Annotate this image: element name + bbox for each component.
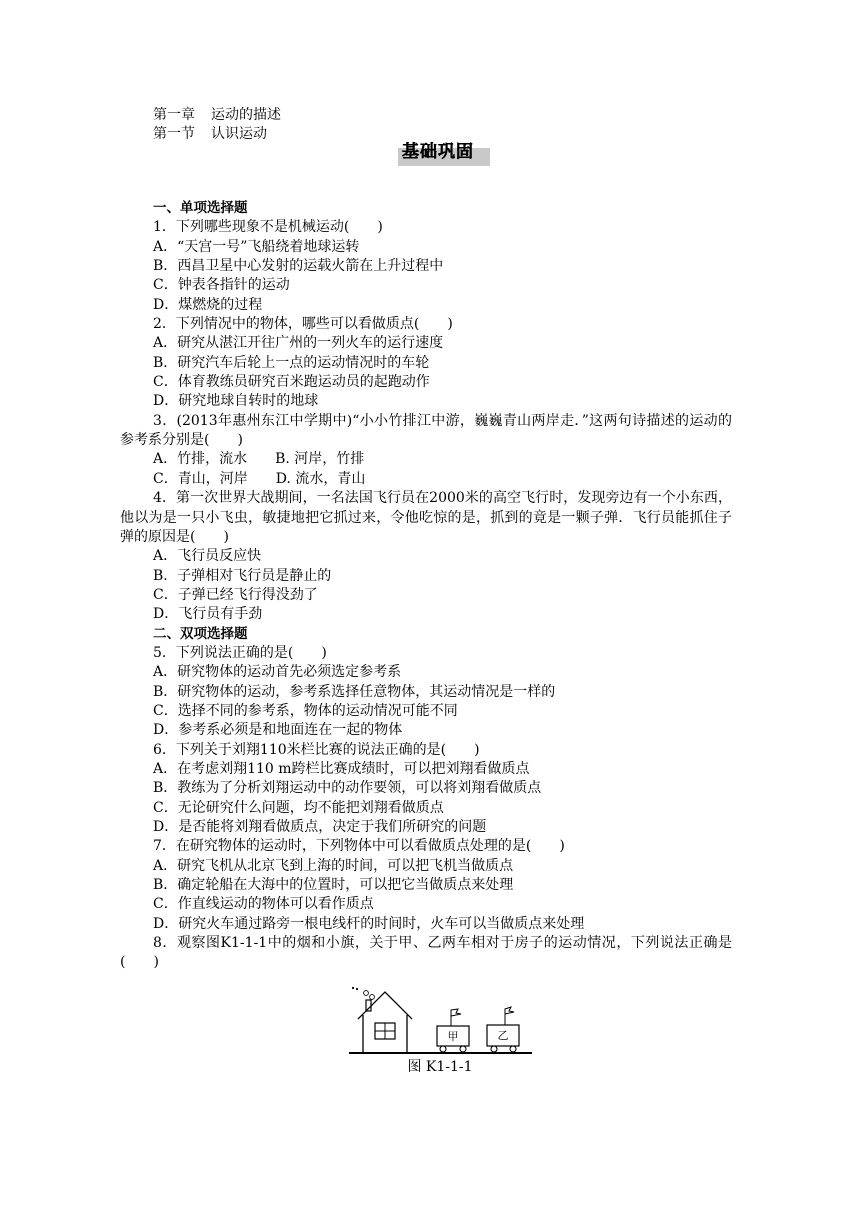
- question-5-option-a: A．研究物体的运动首先必须选定参考系: [153, 664, 402, 681]
- question-6-stem: 6．下列关于刘翔110米栏比赛的说法正确的是( ): [153, 741, 480, 758]
- question-5-stem: 5．下列说法正确的是( ): [153, 644, 327, 661]
- question-7-option-b: B．确定轮船在大海中的位置时，可以把它当做质点来处理: [153, 877, 514, 894]
- question-4-option-d: D．飞行员有手劲: [153, 606, 263, 623]
- banner-title: 基础巩固: [402, 142, 474, 162]
- question-2-option-a: A．研究从湛江开往广州的一列火车的运行速度: [153, 335, 444, 352]
- exercise-list: [120, 199, 732, 973]
- chapter-title: 运动的描述: [211, 107, 281, 123]
- section-single-choice: 一、单项选择题: [153, 200, 248, 216]
- question-8-stem: 8．观察图K1-1-1中的烟和小旗，关于甲、乙两车相对于房子的运动情况，下列说法正确是( ): [120, 935, 732, 971]
- figure-caption: 图 K1-1-1: [407, 1059, 473, 1075]
- question-7-option-d: D．研究火车通过路旁一根电线杆的时间时，火车可以当做质点来处理: [153, 915, 585, 932]
- question-2-stem: 2．下列情况中的物体，哪些可以看做质点( ): [153, 316, 453, 333]
- question-4-option-a: A．飞行员反应快: [153, 548, 262, 565]
- question-6-option-d: D．是否能将刘翔看做质点，决定于我们所研究的问题: [153, 819, 487, 835]
- question-3-options-cd: C．青山，河岸 D. 流水，青山: [153, 470, 366, 487]
- basic-consolidation-banner: [392, 142, 490, 166]
- section-heading: [153, 125, 267, 143]
- question-3-options-ab: A．竹排，流水 B. 河岸，竹排: [153, 451, 365, 468]
- section-label: 第一节: [153, 126, 195, 142]
- question-1-option-b: B．西昌卫星中心发射的运载火箭在上升过程中: [153, 258, 444, 275]
- question-7-stem: 7．在研究物体的运动时，下列物体中可以看做质点处理的是( ): [153, 838, 565, 855]
- house-icon: [358, 992, 412, 1053]
- question-1-option-a: A．“天宫一号”飞船绕着地球运转: [153, 238, 360, 255]
- question-4-option-c: C．子弹已经飞行得没劲了: [153, 586, 318, 603]
- question-6-option-c: C．无论研究什么问题，均不能把刘翔看做质点: [153, 799, 444, 816]
- section-double-choice: 二、双项选择题: [153, 625, 248, 642]
- question-2-option-b: B．研究汽车后轮上一点的运动情况时的车轮: [153, 354, 430, 371]
- question-5-option-b: B．研究物体的运动，参考系选择任意物体，其运动情况是一样的: [153, 683, 556, 700]
- question-7-option-a: A．研究飞机从北京飞到上海的时间，可以把飞机当做质点: [153, 857, 514, 874]
- smoke-icon: [352, 987, 375, 1000]
- question-3-stem: 3．(2013年惠州东江中学期中)“小小竹排江中游，巍巍青山两岸走．”这两句诗描述的运动的参考系分别是( ): [120, 412, 732, 449]
- question-4-option-b: B．子弹相对飞行员是静止的: [153, 567, 332, 584]
- cart-jia-label: 甲: [447, 1030, 459, 1043]
- section-title: 认识运动: [211, 126, 267, 142]
- question-1-option-d: D．煤燃烧的过程: [153, 296, 263, 313]
- question-2-option-c: C．体育教练员研究百米跑运动员的起跑动作: [153, 374, 430, 391]
- question-4-stem: 4．第一次世界大战期间，一名法国飞行员在2000米的高空飞行时，发现旁边有一个小东西，他以为是一只小飞虫，敏捷地把它抓过来，令他吃惊的是，抓到的竟是一颗子弹．飞行员能抓住子弹的原因是( ): [120, 490, 732, 545]
- chapter-label: 第一章: [153, 107, 195, 123]
- question-2-option-d: D．研究地球自转时的地球: [153, 393, 319, 410]
- question-5-option-d: D．参考系必须是和地面连在一起的物体: [153, 722, 403, 739]
- question-6-option-a: A．在考虑刘翔110 m跨栏比赛成绩时，可以把刘翔看做质点: [153, 760, 530, 777]
- question-1-option-c: C．钟表各指针的运动: [153, 277, 290, 294]
- question-7-option-c: C．作直线运动的物体可以看作质点: [153, 896, 374, 913]
- question-5-option-c: C．选择不同的参考系，物体的运动情况可能不同: [153, 702, 458, 719]
- question-6-option-b: B．教练为了分析刘翔运动中的动作要领，可以将刘翔看做质点: [153, 780, 542, 797]
- cart-yi-label: 乙: [497, 1029, 509, 1042]
- question-1-stem: 1．下列哪些现象不是机械运动( ): [153, 219, 383, 236]
- chapter-heading: [153, 106, 281, 124]
